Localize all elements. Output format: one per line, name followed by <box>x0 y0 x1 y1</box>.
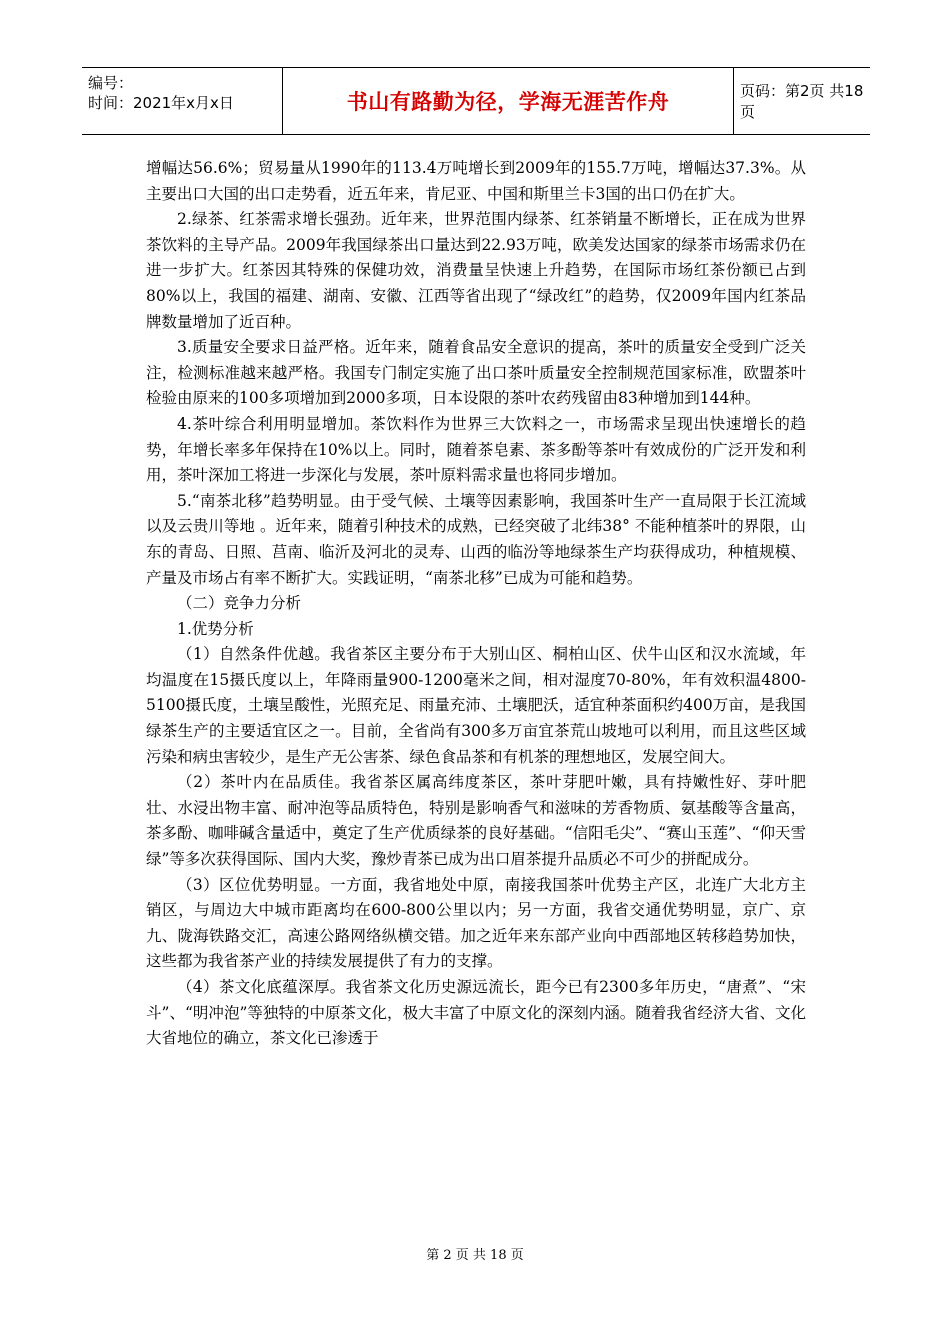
header-meta <box>82 68 283 134</box>
paragraph: 4.茶叶综合利用明显增加。茶饮料作为世界三大饮料之一，市场需求呈现出快速增长的趋势，年增长率多年保持在10%以上。同时，随着茶皂素、茶多酚等茶叶有效成份的广泛开发和利用，茶叶深加工将进一步深化与发展，茶叶原料需求量也将同步增加。 <box>146 414 806 485</box>
paragraph: （4）茶文化底蕴深厚。我省茶文化历史源远流长，距今已有2300多年历史，“唐煮”、“宋斗”、“明冲泡”等独特的中原茶文化，极大丰富了中原文化的深刻内涵。随着我省经济大省、文化大省地位的确立，茶文化已渗透于 <box>146 978 806 1048</box>
time-label: 时间：2021年x月x日 <box>88 94 234 112</box>
section-heading: （二）竞争力分析 <box>177 594 302 613</box>
header-motto-cell <box>283 68 734 134</box>
paragraph: 5.“南茶北移”趋势明显。由于受气候、土壤等因素影响，我国茶叶生产一直局限于长江流域以及云贵川等地 。近年来，随着引种技术的成熟，已经突破了北纬38° 不能种植茶叶的界限，山东的青岛、日照、莒南、临沂及河北的灵寿、山西的临汾等地绿茶生产均获得成功，种植规模、产量及市场占有率不断扩大。实践证明，“南茶北移”已成为可能和趋势。 <box>146 491 806 587</box>
paragraph: （1）自然条件优越。我省茶区主要分布于大别山区、桐柏山区、伏牛山区和汉水流域，年均温度在15摄氏度以上，年降雨量900-1200毫米之间，相对湿度70-80%，年有效积温4800-5100摄氏度，土壤呈酸性，光照充足、雨量充沛、土壤肥沃，适宜种茶面积约400万亩，是我国绿茶生产的主要适宜区之一。目前，全省尚有300多万亩宜茶荒山坡地可以利用，而且这些区域污染和病虫害较少，是生产无公害茶、绿色食品茶和有机茶的理想地区，发展空间大。 <box>146 645 806 766</box>
serial-label: 编号： <box>88 74 134 92</box>
paragraph: 2.绿茶、红茶需求增长强劲。近年来，世界范围内绿茶、红茶销量不断增长，正在成为世界茶饮料的主导产品。2009年我国绿茶出口量达到22.93万吨，欧美发达国家的绿茶市场需求仍在进一步扩大。红茶因其特殊的保健功效，消费量呈快速上升趋势，在国际市场红茶份额已占到80%以上，我国的福建、湖南、安徽、江西等省出现了“绿改红”的趋势，仅2009年国内红茶品牌数量增加了近百种。 <box>146 210 806 331</box>
paragraph: 增幅达56.6%；贸易量从1990年的113.4万吨增长到2009年的155.7万吨，增幅达37.3%。从主要出口大国的出口走势看，近五年来，肯尼亚、中国和斯里兰卡3国的出口仍在扩大。 <box>146 159 806 203</box>
paragraph: （2）茶叶内在品质佳。我省茶区属高纬度茶区，茶叶芽肥叶嫩，具有持嫩性好、芽叶肥壮、水浸出物丰富、耐冲泡等品质特色，特别是影响香气和滋味的芳香物质、氨基酸等含量高，茶多酚、咖啡碱含量适中，奠定了生产优质绿茶的良好基础。“信阳毛尖”、“赛山玉莲”、“仰天雪绿”等多次获得国际、国内大奖，豫炒青茶已成为出口眉茶提升品质必不可少的拼配成分。 <box>146 773 806 869</box>
page-info: 页码：第2页 共18页 <box>740 82 864 121</box>
page-footer: 第 2 页 共 18 页 <box>426 1248 524 1263</box>
document-body <box>146 156 806 1052</box>
motto-text: 书山有路勤为径，学海无涯苦作舟 <box>346 90 670 114</box>
subsection-heading: 1.优势分析 <box>177 619 254 638</box>
header-page-cell <box>734 68 870 134</box>
paragraph: 3.质量安全要求日益严格。近年来，随着食品安全意识的提高，茶叶的质量安全受到广泛关注，检测标准越来越严格。我国专门制定实施了出口茶叶质量安全控制规范国家标准，欧盟茶叶检验由原来的100多项增加到2000多项，日本设限的茶叶农药残留由83种增加到144种。 <box>146 338 806 408</box>
page-header <box>82 67 870 135</box>
paragraph: （3）区位优势明显。一方面，我省地处中原，南接我国茶叶优势主产区，北连广大北方主销区，与周边大中城市距离均在600-800公里以内；另一方面，我省交通优势明显，京广、京九、陇海铁路交汇，高速公路网络纵横交错。加之近年来东部产业向中西部地区转移趋势加快，这些都为我省茶产业的持续发展提供了有力的支撑。 <box>146 875 806 971</box>
